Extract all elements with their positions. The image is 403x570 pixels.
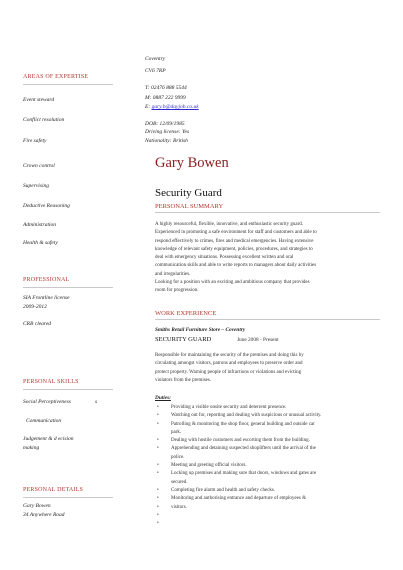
bullet-icon: • [157,413,159,419]
skill-item-suffix: s [95,399,98,405]
contact-dob: DOB: 12/09/1985 [145,121,185,127]
duty-item [155,470,321,478]
contact-city: Coventry [145,56,166,62]
bullet-icon: • [157,521,159,527]
duty-text: Apprehending and detaining suspected shoplifters until the arrival of the [171,446,316,452]
skill-item: Communication [26,418,62,424]
summary-line: room for progression. [155,288,199,294]
contact-email-link[interactable]: gary.b@dayjob.co.uk [151,104,199,110]
summary-line: respond effectively to crimes, fires and medical emergencies. Having extensive [155,238,314,244]
duties-list [155,404,321,528]
detail-name: Gary Bowen [23,503,51,509]
crb-status: CRB cleared [23,321,52,327]
bullet-icon: • [157,512,159,518]
duty-text: Completing fire alarm and health and safety checks. [171,487,276,493]
skill-item: Social Perceptiveness [23,399,71,405]
duty-text: Dealing with hostile customers and escorting them from the building. [171,438,310,444]
contact-mobile: M: 0887 222 9999 [145,95,186,101]
bullet-icon: • [157,463,159,469]
job-title-heading: Security Guard [155,187,222,199]
responsibilities-paragraph [155,352,304,385]
expertise-divider [23,84,113,85]
duty-item-continued [155,479,321,487]
duty-item-empty [155,512,321,520]
duty-item [155,495,321,503]
summary-line: Looking for a position with an exciting and ambitious company that provides [155,280,310,286]
bullet-icon: • [157,504,159,510]
contact-email-prefix: E: [145,104,152,110]
duty-text: Meeting and greeting official visitors. [171,463,247,469]
duty-item [155,437,321,445]
duty-item [155,504,321,512]
bullet-icon: • [157,446,159,452]
bullet-icon: • [157,405,159,410]
responsibility-line: Responsible for maintaining the security of the premises and doing this by [155,353,304,358]
contact-nationality: Nationality: British [145,138,188,144]
duty-text: Watching out for, reporting and dealing with suspicious or unusual activity. [171,413,322,419]
skills-divider [23,389,113,390]
detail-address: 34 Anywhere Road [23,512,65,518]
duty-item [155,462,321,470]
duty-text: visitors. [171,504,187,510]
areas-of-expertise-heading: AREAS OF EXPERTISE [23,74,89,80]
details-divider [23,497,113,498]
expertise-item: Fire safety [23,138,47,144]
bullet-icon: • [157,471,159,477]
duty-item-continued [155,454,321,462]
summary-divider [155,212,380,213]
expertise-item: Event steward [23,97,55,103]
candidate-name: Gary Bowen [155,155,229,171]
duty-text: Locking up premises and making sure that doors, windows and gates are [171,471,317,477]
sia-license: SIA Frontline license [23,295,70,301]
personal-skills-heading: PERSONAL SKILLS [23,379,79,385]
skill-item: Judgement & d ecision [23,436,74,442]
duty-item-empty [155,520,321,528]
summary-line: Experienced in promoting a safe environment for staff and customers and able to [155,230,317,236]
summary-line: knowledge of relevant safety equipment, policies, procedures, and strategies to [155,246,313,252]
summary-line: deal with emergency situations. Possessing excellent written and oral [155,255,294,261]
personal-summary-heading: PERSONAL SUMMARY [155,203,224,210]
work-divider [155,319,380,320]
duty-item [155,412,321,420]
summary-line: communication skills and able to write reports to managers about daily activities [155,263,317,269]
responsibility-line: protect property. Warning people of infractions or violations and evicting [155,369,302,375]
bullet-icon: • [157,438,159,444]
bullet-icon: • [157,496,159,502]
duty-item [155,421,321,429]
duty-text: Monitoring and authorising entrance and departure of employees & [171,496,306,502]
employer-name: Smiths Retail Furniture Store – Coventry [155,327,246,333]
duty-text: police. [171,454,185,460]
responsibility-line: violators from the premises. [155,377,212,383]
bullet-icon: • [157,487,159,493]
contact-telephone: T: 02476 888 5544 [145,85,187,91]
duty-text: Providing a visible onsite security and deterrent presence. [171,405,287,410]
duty-item [155,487,321,495]
position-dates: June 2008 - Present [237,337,279,343]
sia-license-years: 2009-2012 [23,304,47,310]
expertise-item: Administration [23,222,57,228]
responsibility-line: circulating amongst visitors, patrons and employees to preserve order and [155,361,303,367]
expertise-item: Deductive Reasoning [23,203,70,209]
summary-paragraph [155,221,317,296]
contact-driving-license: Driving license: Yes [145,129,190,135]
position-title: SECURITY GUARD [155,336,212,343]
skill-item-continued: making [23,445,40,451]
duty-item-continued [155,429,321,437]
duty-item [155,404,321,412]
contact-email-row [145,103,199,112]
duty-text: park. [171,429,182,435]
personal-details-heading: PERSONAL DETAILS [23,487,83,493]
summary-line: and irregularities. [155,271,191,277]
expertise-item: Health & safety [23,240,58,246]
expertise-item: Crown control [23,163,55,169]
summary-line: A highly resourceful, flexible, innovative, and enthusiastic security guard. [155,222,304,227]
contact-postcode: CV6 7RP [145,68,166,74]
duties-label: Duties: [155,395,171,401]
expertise-item: Conflict resolution [23,117,65,123]
work-experience-heading: WORK EXPERIENCE [155,310,217,317]
duty-text: Patrolling & monitoring the shop floor, general building and outside car [171,421,315,427]
duty-item [155,445,321,453]
professional-heading: PROFESSIONAL [23,277,70,283]
duty-text: secured. [171,479,188,485]
professional-divider [23,287,113,288]
expertise-item: Supervising [23,183,49,189]
bullet-icon: • [157,421,159,427]
